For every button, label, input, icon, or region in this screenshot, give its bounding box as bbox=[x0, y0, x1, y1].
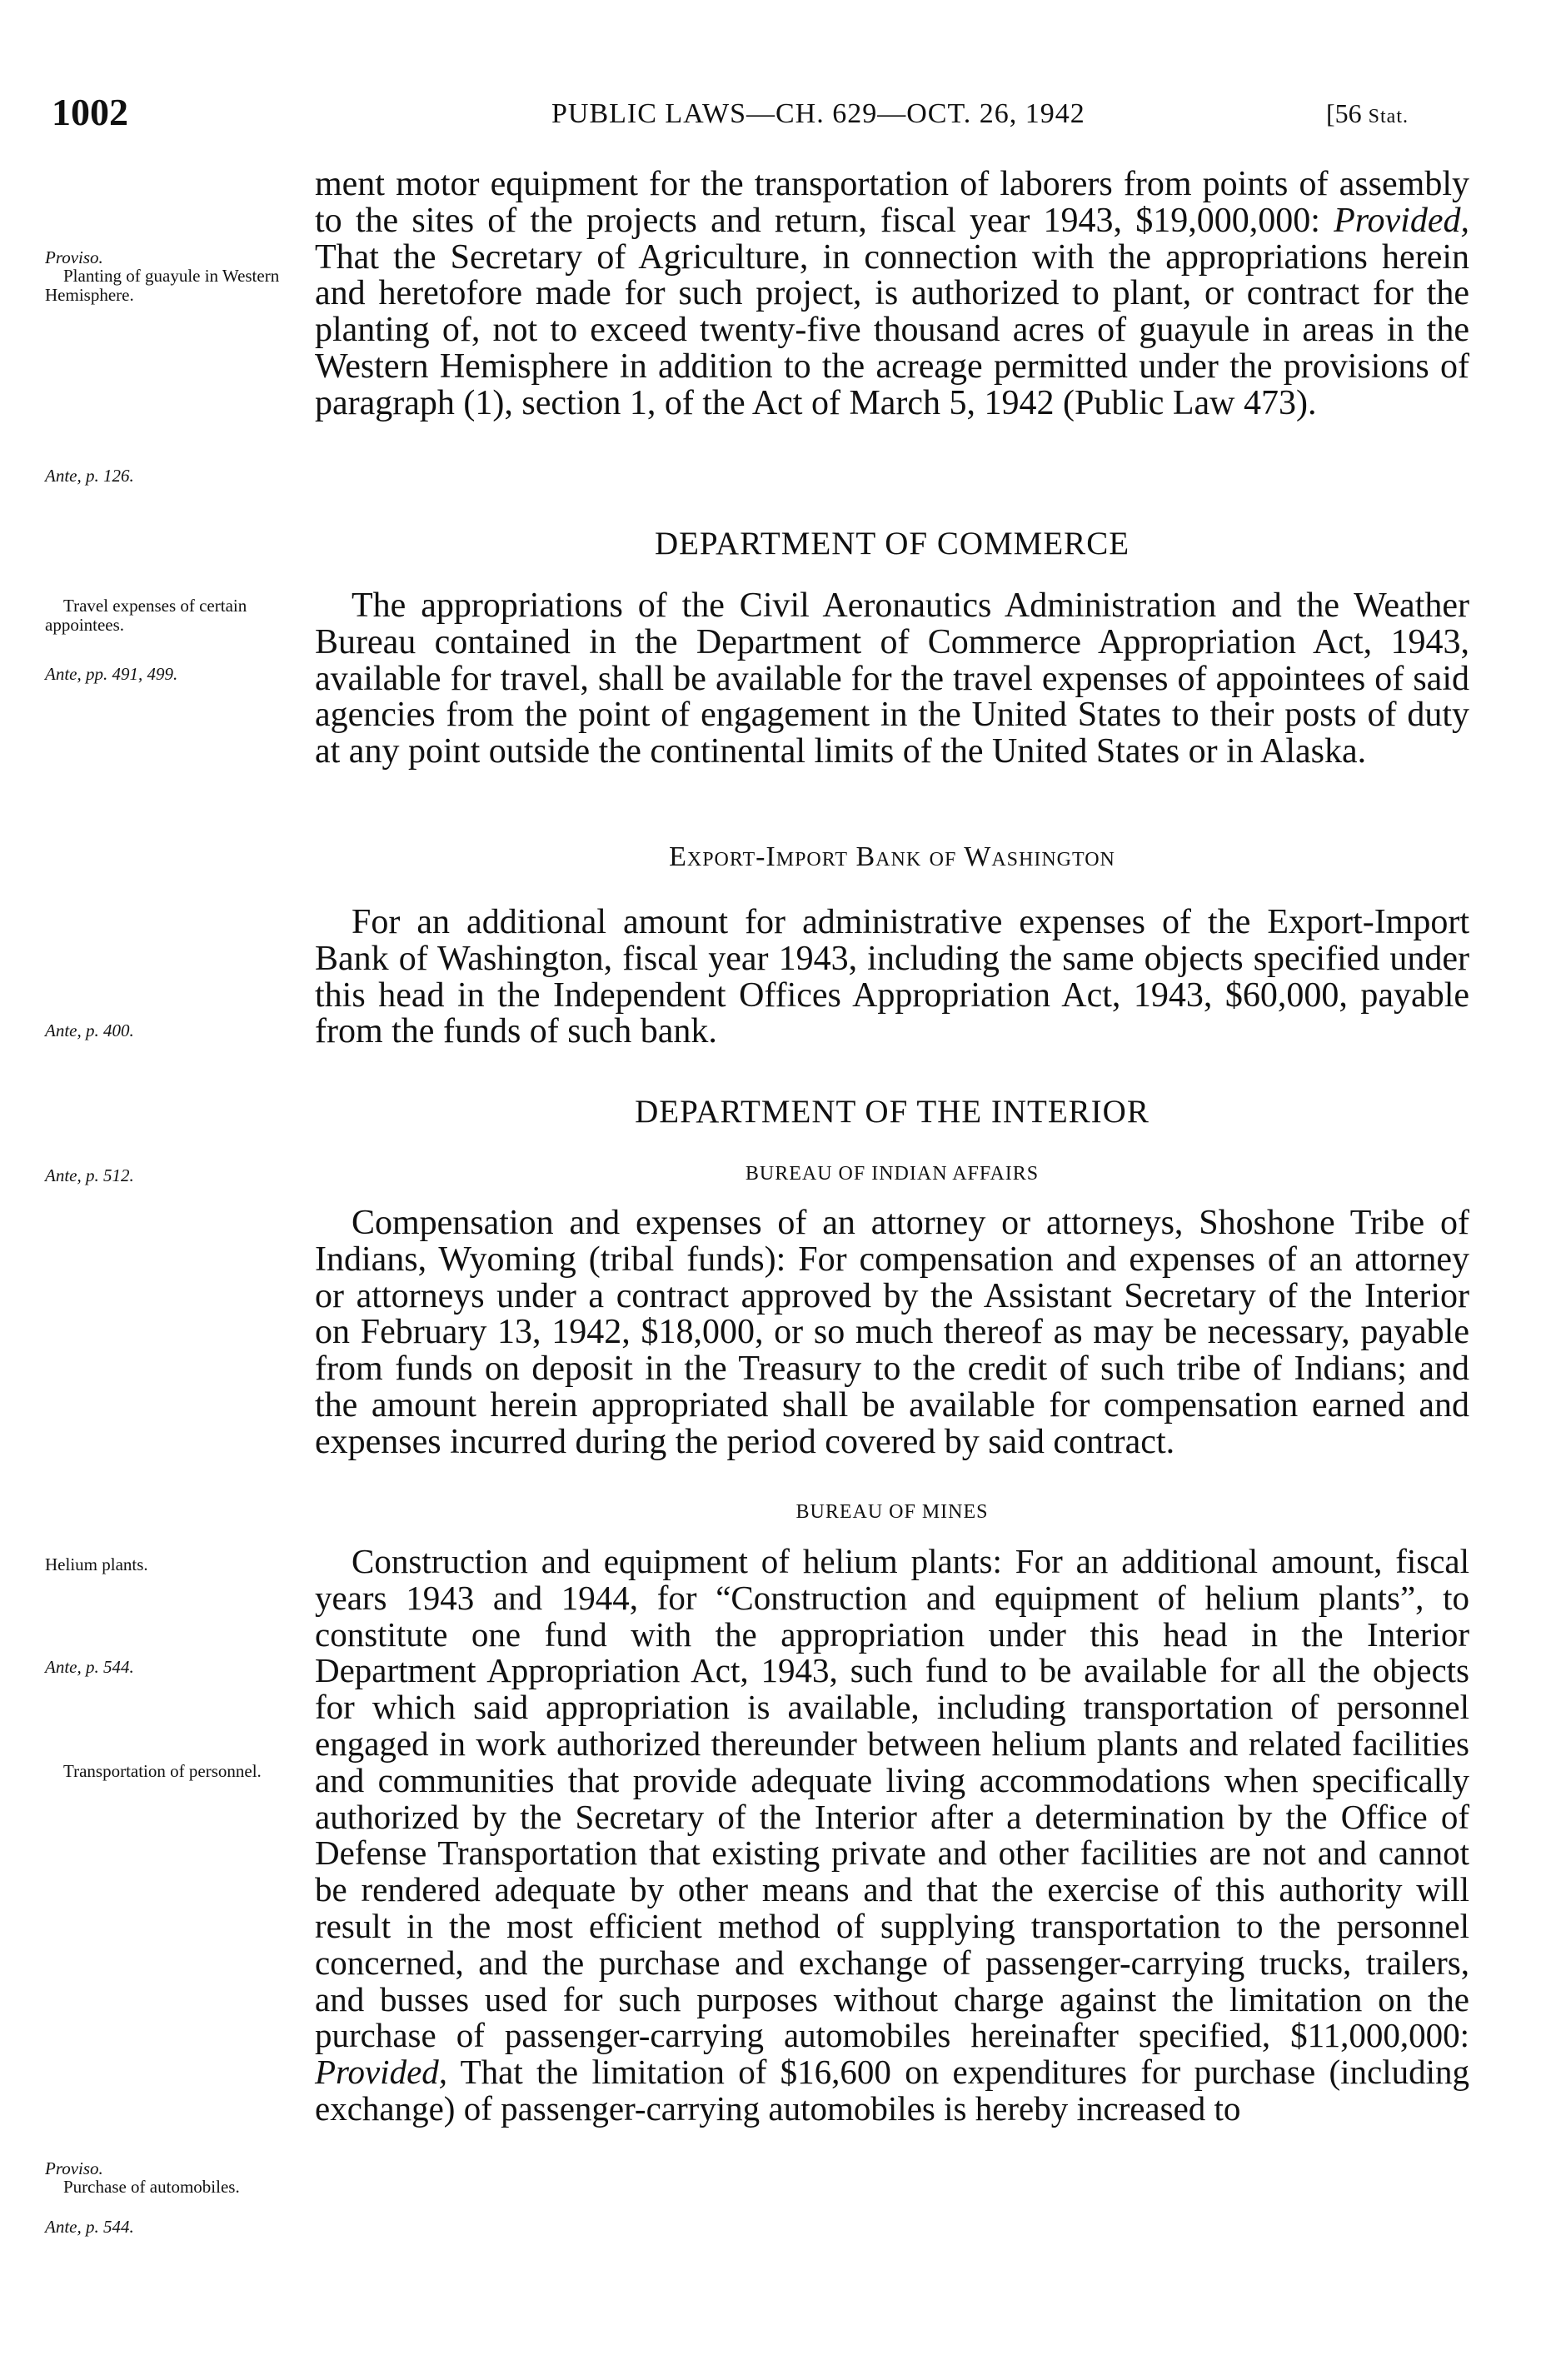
helium-text-start: Construction and equipment of helium plants: For an additional amount, fiscal years 1943 and 1944, for “Construction and equipment of helium plants”, to constitute one fund with the appropriation under this head in the Interior Department Appropriation Act, 1943, such fund to be available for all the objects for which said appropriation is available, including transportation of personnel engaged in work authorized thereunder between helium plants and related facilities and communities that provide adequate living accommodations when specifically authorized by the Secretary of the Interior after a determination by the Office of Defense Transportation that existing private and other facilities are not and cannot be rendered adequate by other means and that the exercise of this authority will result in the most efficient method of supplying transportation to the personnel concerned, and the purchase and exchange of passenger-carrying trucks, trailers, and busses used for such purposes without charge against the limitation on the purchase of passenger-carrying automobiles hereinafter specified, $11,000,000: bbox=[315, 1542, 1469, 2055]
commerce-heading: DEPARTMENT OF COMMERCE bbox=[654, 526, 1130, 561]
indian-affairs-paragraph: Compensation and expenses of an attorney or attorneys, Shoshone Tribe of Indians, Wyoming (tribal funds): For compensation and expenses of an attorney or attorneys under a contract approved by the Assistant Secretary of the Interior on February 13, 1942, $18,000, or so much thereof as may be necessary, payable from funds on deposit in the Treasury to the credit of such tribe of Indians; and the amount herein appropriated shall be available for compensation earned and expenses incurred during the period covered by said contract. bbox=[315, 1204, 1469, 1461]
margin-note-ante-544: Ante, p. 544. bbox=[45, 1657, 134, 1677]
margin-note-ante-512: Ante, p. 512. bbox=[45, 1165, 134, 1185]
guayule-text-end: That the Secretary of Agriculture, in connection with the appropriations herein and heretofore made for such project, is authorized to plant, or contract for the planting of, not to exceed twenty-five thousand acres of guayule in areas in the Western Hemisphere in addition to the acreage permitted under the provisions of paragraph (1), section 1, of the Act of March 5, 1942 (Public Law 473). bbox=[315, 237, 1469, 422]
helium-text-end: That the limitation of $16,600 on expenditures for purchase (including exchange) of passenger-carrying automobiles is hereby increased to bbox=[315, 2053, 1469, 2128]
statute-volume: [56 bbox=[1326, 98, 1362, 128]
guayule-text-start: ment motor equipment for the transportation of laborers from points of assembly to the sites of the projects and return, fiscal year 1943, $19,000,000: bbox=[315, 165, 1469, 240]
guayule-paragraph bbox=[315, 167, 1469, 422]
indian-affairs-subheading: BUREAU OF INDIAN AFFAIRS bbox=[745, 1163, 1040, 1185]
margin-note-transport: Transportation of personnel. bbox=[63, 1761, 262, 1781]
export-import-heading: Export-Import Bank of Washington bbox=[669, 841, 1115, 872]
margin-note-travel: Travel expenses of certain appointees. bbox=[45, 596, 247, 635]
statute-label: Stat. bbox=[1368, 106, 1409, 127]
margin-note-guayule: Planting of guayule in Western Hemisphere. bbox=[45, 266, 280, 305]
mines-subheading: BUREAU OF MINES bbox=[795, 1501, 989, 1523]
margin-note-ante-400: Ante, p. 400. bbox=[45, 1020, 134, 1040]
provided-clause: Provided, bbox=[1334, 201, 1469, 240]
margin-note-proviso: Proviso. bbox=[45, 247, 103, 267]
commerce-paragraph: The appropriations of the Civil Aeronautics Administration and the Weather Bureau contained in the Department of Commerce Appropriation Act, 1943, available for travel, shall be available for the travel expenses of appointees of said agencies from the point of engagement in the United States to their posts of duty at any point outside the continental limits of the United States or in Alaska. bbox=[315, 586, 1469, 771]
margin-note-automobiles: Purchase of automobiles. bbox=[63, 2177, 240, 2197]
margin-note-ante-126: Ante, p. 126. bbox=[45, 466, 134, 486]
statute-reference bbox=[1326, 98, 1409, 129]
helium-paragraph bbox=[315, 1544, 1469, 2128]
page-number: 1002 bbox=[52, 91, 128, 133]
margin-note-ante-491: Ante, pp. 491, 499. bbox=[45, 664, 178, 684]
provided-clause: Provided, bbox=[315, 2053, 448, 2092]
running-title: PUBLIC LAWS—CH. 629—OCT. 26, 1942 bbox=[551, 98, 1085, 129]
margin-note-helium: Helium plants. bbox=[45, 1554, 148, 1574]
interior-heading: DEPARTMENT OF THE INTERIOR bbox=[635, 1094, 1150, 1130]
export-import-paragraph: For an additional amount for administrative expenses of the Export-Import Bank of Washington, fiscal year 1943, including the same objects specified under this head in the Independent Offices Appropriation Act, 1943, $60,000, payable from the funds of such bank. bbox=[315, 903, 1469, 1051]
margin-note-proviso: Proviso. bbox=[45, 2158, 103, 2178]
running-head bbox=[0, 90, 1551, 140]
margin-note-ante-544b: Ante, p. 544. bbox=[45, 2217, 134, 2237]
